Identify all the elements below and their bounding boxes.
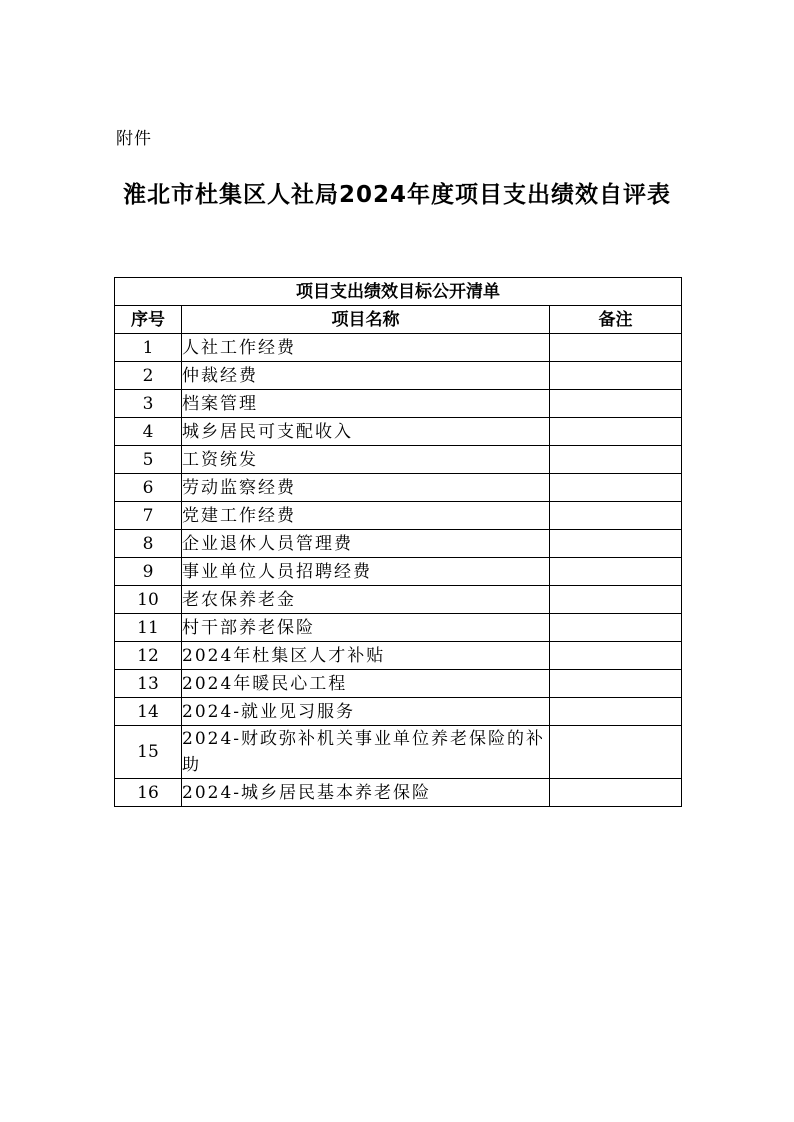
project-name: 党建工作经费: [182, 502, 550, 530]
table-caption-row: [115, 278, 682, 306]
project-name: 老农保养老金: [182, 586, 550, 614]
row-number: 10: [115, 586, 182, 614]
project-note: [550, 779, 682, 807]
project-note: [550, 446, 682, 474]
project-note: [550, 502, 682, 530]
project-note: [550, 614, 682, 642]
table-row: [115, 474, 682, 502]
table-row: [115, 642, 682, 670]
project-name: 2024-财政弥补机关事业单位养老保险的补助: [182, 726, 550, 779]
table-row: [115, 558, 682, 586]
table-row: [115, 726, 682, 779]
row-number: 7: [115, 502, 182, 530]
table-row: [115, 614, 682, 642]
row-number: 13: [115, 670, 182, 698]
project-note: [550, 390, 682, 418]
project-name: 2024年杜集区人才补贴: [182, 642, 550, 670]
row-number: 16: [115, 779, 182, 807]
table-row: [115, 502, 682, 530]
project-name: 城乡居民可支配收入: [182, 418, 550, 446]
project-name: 2024-城乡居民基本养老保险: [182, 779, 550, 807]
row-number: 6: [115, 474, 182, 502]
row-number: 5: [115, 446, 182, 474]
table-row: [115, 362, 682, 390]
project-note: [550, 530, 682, 558]
table-row: [115, 446, 682, 474]
project-name: 村干部养老保险: [182, 614, 550, 642]
header-no: 序号: [115, 306, 182, 334]
table-row: [115, 530, 682, 558]
header-name: 项目名称: [182, 306, 550, 334]
row-number: 1: [115, 334, 182, 362]
project-name: 2024年暖民心工程: [182, 670, 550, 698]
table-row: [115, 586, 682, 614]
page-title: 淮北市杜集区人社局2024年度项目支出绩效自评表: [122, 182, 671, 208]
table-row: [115, 390, 682, 418]
project-note: [550, 642, 682, 670]
project-name: 人社工作经费: [182, 334, 550, 362]
header-note: 备注: [550, 306, 682, 334]
project-name: 2024-就业见习服务: [182, 698, 550, 726]
row-number: 4: [115, 418, 182, 446]
project-name: 劳动监察经费: [182, 474, 550, 502]
project-note: [550, 726, 682, 779]
project-note: [550, 586, 682, 614]
project-note: [550, 334, 682, 362]
table-row: [115, 779, 682, 807]
project-name: 企业退休人员管理费: [182, 530, 550, 558]
project-name: 档案管理: [182, 390, 550, 418]
table-caption: 项目支出绩效目标公开清单: [115, 278, 682, 306]
project-name: 事业单位人员招聘经费: [182, 558, 550, 586]
project-note: [550, 698, 682, 726]
table-row: [115, 698, 682, 726]
row-number: 9: [115, 558, 182, 586]
row-number: 3: [115, 390, 182, 418]
row-number: 15: [115, 726, 182, 779]
row-number: 12: [115, 642, 182, 670]
project-note: [550, 362, 682, 390]
table-row: [115, 670, 682, 698]
row-number: 14: [115, 698, 182, 726]
row-number: 2: [115, 362, 182, 390]
project-note: [550, 558, 682, 586]
table-row: [115, 334, 682, 362]
project-name: 工资统发: [182, 446, 550, 474]
project-name: 仲裁经费: [182, 362, 550, 390]
row-number: 11: [115, 614, 182, 642]
project-note: [550, 418, 682, 446]
row-number: 8: [115, 530, 182, 558]
table-body: [115, 334, 682, 807]
table-row: [115, 418, 682, 446]
project-note: [550, 670, 682, 698]
project-list-table: [114, 277, 682, 807]
attachment-label: 附件: [116, 129, 152, 149]
table-header-row: [115, 306, 682, 334]
project-note: [550, 474, 682, 502]
